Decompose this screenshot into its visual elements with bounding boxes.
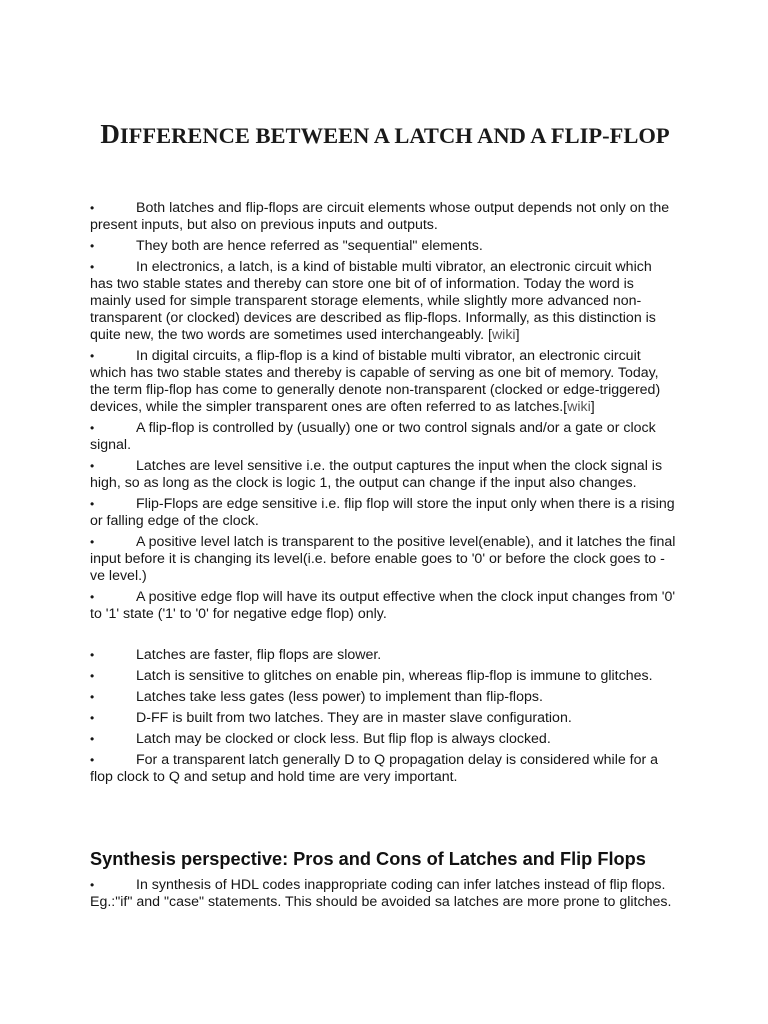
list-item [90, 534, 676, 585]
list-item-text: Latch may be clocked or clock less. But flip flop is always clocked. [136, 731, 551, 747]
title-rest: IFFERENCE BETWEEN A LATCH AND A FLIP-FLOP [119, 123, 670, 149]
bullet-icon: • [90, 349, 95, 363]
bullet-icon: • [90, 711, 95, 725]
bullet-icon: • [90, 239, 95, 253]
list-item-text: Latches take less gates (less power) to implement than flip-flops. [136, 689, 543, 705]
bullet-icon: • [90, 669, 95, 683]
list-item [90, 420, 676, 454]
list-item-text: For a transparent latch generally D to Q propagation delay is considered while for a flop clock to Q and setup and hold time are very important. [90, 752, 659, 785]
list-item-text: A positive level latch is transparent to the positive level(enable), and it latches the final input before it is changing its level(i.e. before enable goes to '0' or before the clock goes to -ve level.) [90, 534, 676, 584]
list-item-text: Both latches and flip-flops are circuit elements whose output depends not only on the present inputs, but also on previous inputs and outputs. [90, 200, 670, 233]
list-item [90, 589, 676, 623]
bullet-icon: • [90, 535, 95, 549]
list-item-text: Latches are level sensitive i.e. the output captures the input when the clock signal is high, so as long as the clock is logic 1, the output can change if the input also changes. [90, 458, 663, 491]
list-item [90, 731, 676, 748]
list-item-text: Latches are faster, flip flops are slower. [136, 647, 382, 663]
bullet-icon: • [90, 497, 95, 511]
list-item-text: D-FF is built from two latches. They are in master slave configuration. [136, 710, 572, 726]
wiki-link[interactable]: wiki [567, 399, 591, 415]
bullet-list-comparison [90, 647, 676, 790]
bullet-icon: • [90, 260, 95, 274]
list-item [90, 689, 676, 706]
closing-bracket: ] [515, 327, 520, 343]
list-item [90, 752, 676, 786]
list-item-text: A flip-flop is controlled by (usually) one or two control signals and/or a gate or clock signal. [90, 420, 656, 453]
page-title [90, 117, 680, 153]
bullet-icon: • [90, 732, 95, 746]
bullet-list-synthesis [90, 877, 676, 915]
list-item-text: In digital circuits, a flip-flop is a kind of bistable multi vibrator, an electronic circuit which has two stable states and thereby is capable of serving as one bit of memory. Today, the term flip-flop has come to generally denote non-transparent (clocked or edge-triggered) devices, while the simpler transparent ones are often referred to as latches.[ [90, 348, 661, 415]
bullet-icon: • [90, 753, 95, 767]
list-item-text: In electronics, a latch, is a kind of bistable multi vibrator, an electronic circuit which has two stable states and thereby can store one bit of of information. Today the word is mainly used for simple transparent storage elements, while slightly more advanced non-transparent (or clocked) devices are described as flip-flops. Informally, as this distinction is quite new, the two words are sometimes used interchangeably. [ [90, 259, 656, 343]
list-item [90, 238, 676, 255]
wiki-link[interactable]: wiki [491, 327, 516, 343]
list-item [90, 259, 676, 344]
list-item [90, 458, 676, 492]
list-item-text: Flip-Flops are edge sensitive i.e. flip flop will store the input only when there is a rising or falling edge of the clock. [90, 496, 675, 529]
bullet-icon: • [90, 648, 95, 662]
section-heading-synthesis: Synthesis perspective: Pros and Cons of Latches and Flip Flops [90, 849, 646, 870]
list-item [90, 877, 676, 911]
bullet-icon: • [90, 421, 95, 435]
bullet-list-differences [90, 200, 676, 627]
list-item-text: A positive edge flop will have its output effective when the clock input changes from '0' to '1' state ('1' to '0' for negative edge flop) only. [90, 589, 676, 622]
bullet-icon: • [90, 201, 95, 215]
bullet-icon: • [90, 459, 95, 473]
list-item [90, 496, 676, 530]
list-item [90, 200, 676, 234]
list-item [90, 647, 676, 664]
list-item-text: In synthesis of HDL codes inappropriate coding can infer latches instead of flip flops. Eg.:"if" and "case" statements. This should be avoided sa latches are more prone to glitches. [90, 877, 672, 910]
title-drop-cap: D [100, 119, 120, 150]
list-item [90, 668, 676, 685]
bullet-icon: • [90, 590, 95, 604]
bullet-icon: • [90, 878, 95, 892]
list-item [90, 348, 676, 416]
closing-bracket: ] [590, 399, 595, 415]
list-item [90, 710, 676, 727]
bullet-icon: • [90, 690, 95, 704]
list-item-text: Latch is sensitive to glitches on enable pin, whereas flip-flop is immune to glitches. [136, 668, 653, 684]
list-item-text: They both are hence referred as "sequential" elements. [136, 238, 483, 254]
